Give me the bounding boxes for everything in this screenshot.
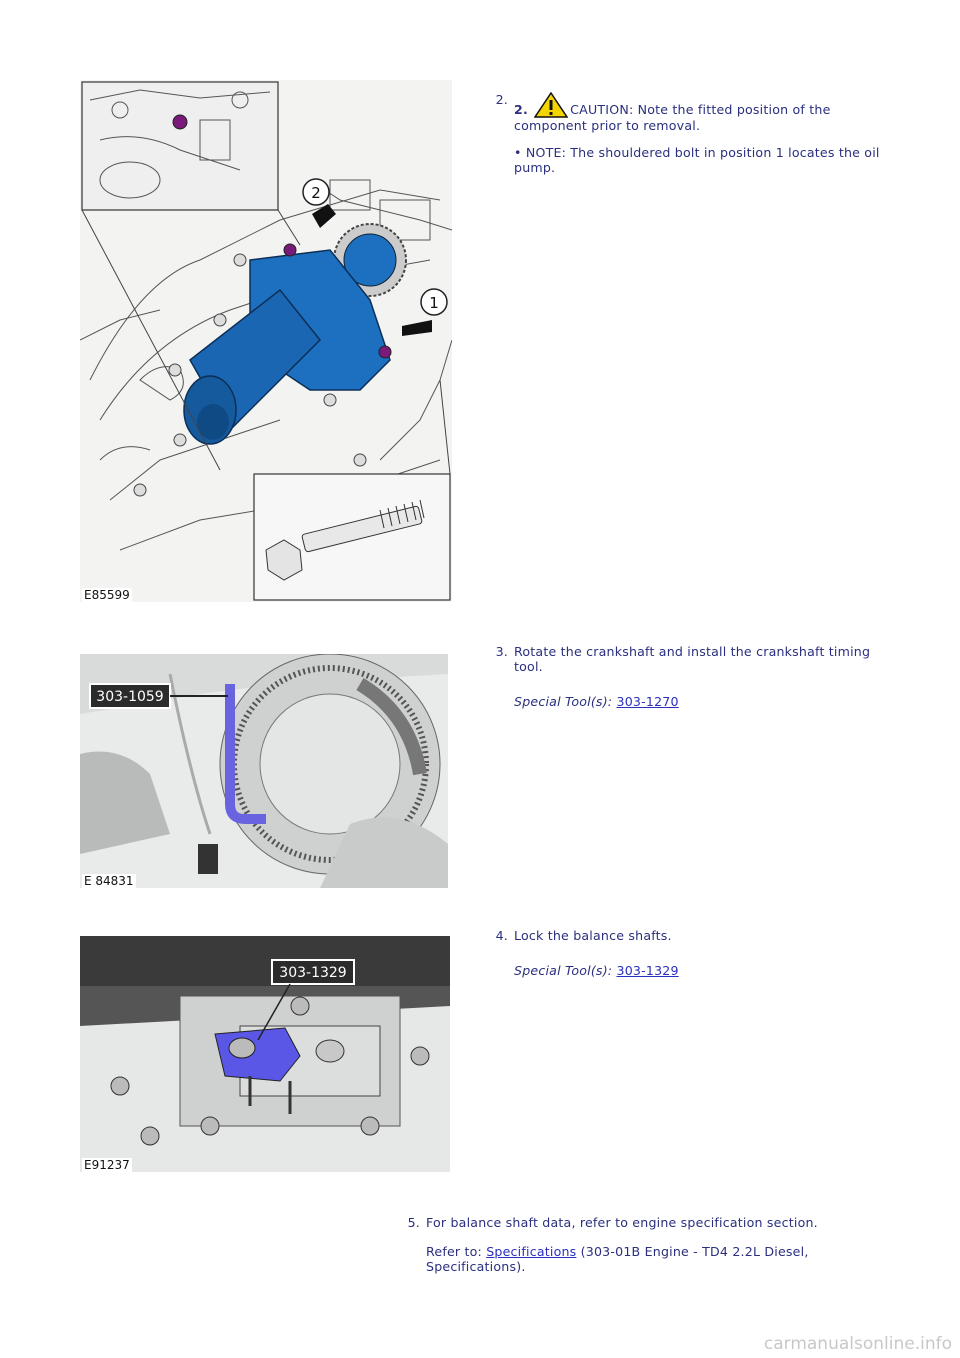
step-number: 5. xyxy=(407,1215,420,1230)
specifications-link[interactable]: Specifications xyxy=(486,1244,577,1259)
step-text: For balance shaft data, refer to engine specification section. xyxy=(426,1215,818,1230)
step-text: Rotate the crankshaft and install the crankshaft timing tool. xyxy=(514,644,871,674)
refer-suffix: (303-01B Engine - TD4 2.2L Diesel, Specifications). xyxy=(426,1244,809,1274)
step-number: 4. xyxy=(495,928,508,943)
balance-shaft-figure xyxy=(80,936,450,1172)
tool-label-303-1059: 303-1059 xyxy=(96,689,164,705)
caution-text xyxy=(514,92,888,133)
warning-icon xyxy=(534,92,568,118)
step-number: 3. xyxy=(495,644,508,659)
caution-message: CAUTION: Note the fitted position of the component prior to removal. xyxy=(514,102,831,133)
svg-text:2: 2 xyxy=(311,184,321,202)
oil-pump-illustration xyxy=(80,80,452,602)
step-text: Lock the balance shafts. xyxy=(514,928,672,943)
special-tools-label: Special Tool(s): xyxy=(514,694,613,709)
crankshaft-tool-figure xyxy=(80,654,448,888)
tool-label-303-1329: 303-1329 xyxy=(279,965,347,981)
crankshaft-illustration xyxy=(80,654,448,888)
figure-code: E91237 xyxy=(84,1158,130,1172)
figure-code: E 84831 xyxy=(84,874,134,888)
site-watermark: carmanualsonline.info xyxy=(763,1334,952,1354)
figure-code: E85599 xyxy=(84,588,130,602)
special-tools-label: Special Tool(s): xyxy=(514,963,613,978)
balance-shaft-illustration xyxy=(80,936,450,1172)
step-bold-number: 2. xyxy=(514,102,528,117)
refer-prefix: Refer to: xyxy=(426,1244,482,1259)
oil-pump-figure xyxy=(80,80,452,602)
svg-text:1: 1 xyxy=(429,294,439,312)
special-tool-link-303-1329[interactable]: 303-1329 xyxy=(616,963,679,978)
note-text: • NOTE: The shouldered bolt in position 1 locates the oil pump. xyxy=(514,145,880,175)
special-tool-link-303-1270[interactable]: 303-1270 xyxy=(616,694,679,709)
step-number: 2. xyxy=(495,92,508,107)
